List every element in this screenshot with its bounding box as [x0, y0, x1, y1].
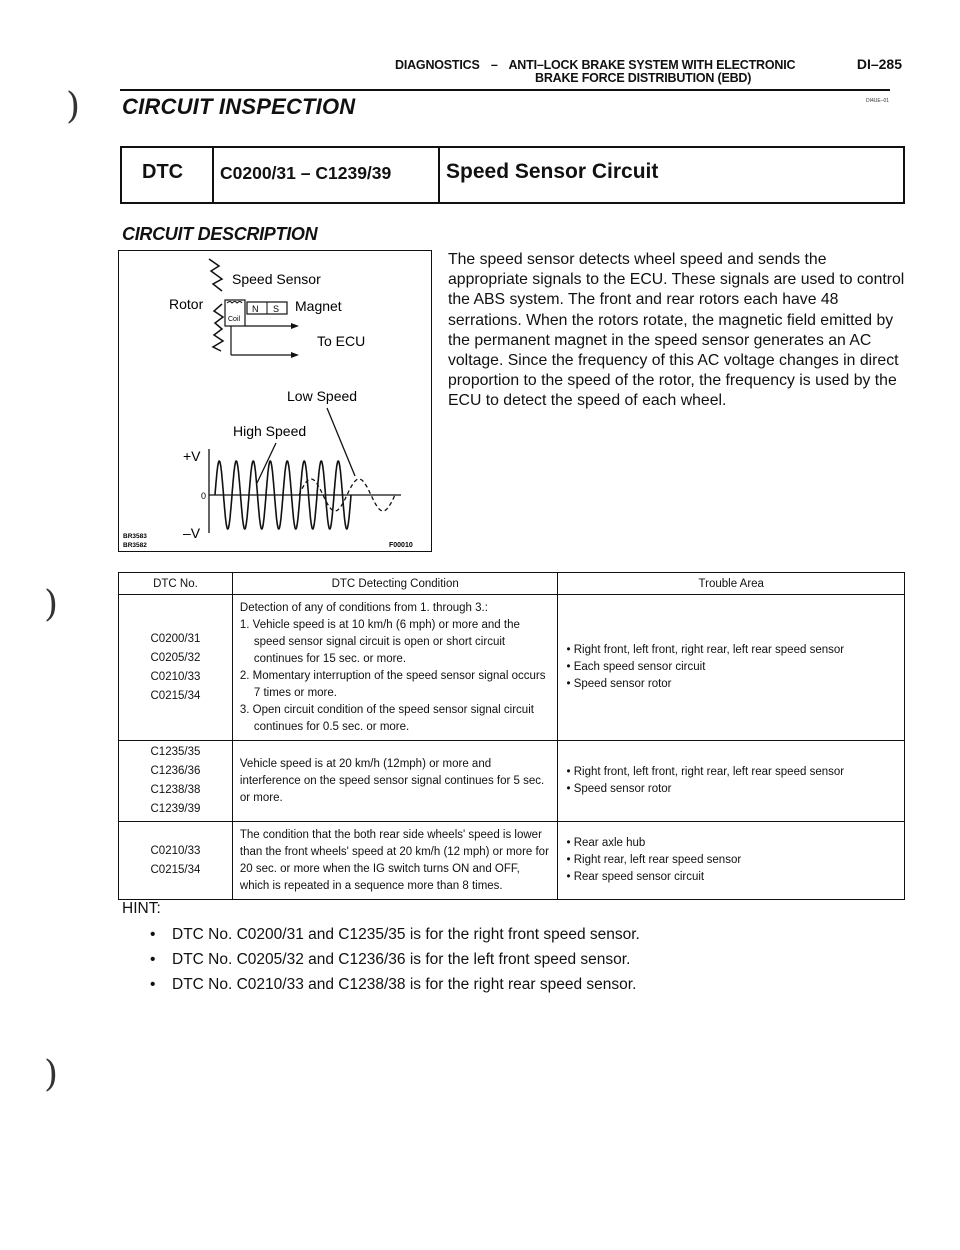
dtc-codes-cell [119, 741, 233, 822]
arrow-icon [291, 352, 299, 358]
dtc-table [118, 572, 905, 900]
binder-mark: ) [44, 1054, 59, 1095]
condition-item: 1. Vehicle speed is at 10 km/h (6 mph) or more and the speed sensor signal circuit is open or short circuit continues for 15 sec. or more. [239, 618, 520, 665]
circuit-description-text: The speed sensor detects wheel speed and sends the appropriate signals to the ECU. These signals are used to control the ABS system. The front and rear rotors each have 48 serrations. When the rotors rotate, the magnetic field emitted by the permanent magnet in the speed sensor generates an AC voltage. Since the frequency of this AC voltage changes in direct proportion to the speed of the rotor, the frequency is used by the ECU to detect the speed of each wheel. [448, 251, 905, 410]
running-header [395, 58, 910, 90]
col-header-condition: DTC Detecting Condition [232, 573, 558, 595]
table-row [119, 741, 905, 822]
dtc-label-cell [122, 148, 214, 202]
page-title: CIRCUIT INSPECTION [122, 94, 356, 119]
rotor-serrations [209, 259, 222, 291]
dtc-code: C1238/38 [150, 784, 201, 796]
header-line-1: DIAGNOSTICS – ANTI–LOCK BRAKE SYSTEM WITH ELECTRONIC [395, 58, 796, 72]
dtc-code: C0210/33 [150, 844, 201, 857]
table-row [119, 822, 905, 900]
condition-intro: Detection of any of conditions from 1. through 3.: [239, 601, 488, 614]
condition-item: 2. Momentary interruption of the speed sensor signal occurs 7 times or more. [239, 669, 546, 699]
binder-mark: ) [66, 86, 81, 127]
coil-winding [227, 302, 242, 304]
dtc-codes-cell [119, 822, 233, 900]
rotor-serrations [213, 304, 223, 351]
zero-label: 0 [201, 491, 207, 501]
header-rule [120, 89, 890, 91]
dtc-code: C0205/32 [150, 651, 201, 664]
trouble-area-item: • Right front, left front, right rear, left rear speed sensor [566, 644, 845, 656]
speed-sensor-label: Speed Sensor [232, 271, 321, 287]
header-line-2: BRAKE FORCE DISTRIBUTION (EBD) [535, 71, 752, 85]
table-row [119, 595, 905, 741]
dtc-codes-cell [119, 595, 233, 741]
trouble-area-cell [558, 595, 905, 741]
trouble-area-item: • Right rear, left rear speed sensor [566, 854, 742, 866]
trouble-area-item: • Speed sensor rotor [566, 678, 672, 690]
condition-cell [232, 595, 558, 741]
dtc-codes-cell [214, 148, 440, 202]
figure-ref-2: BR3582 [123, 542, 147, 549]
condition-item: 3. Open circuit condition of the speed sensor signal circuit continues for 0.5 sec. or more. [239, 703, 534, 733]
dtc-code: C1235/35 [150, 746, 201, 758]
page-number: DI–285 [856, 56, 902, 72]
hint-item: • DTC No. C0200/31 and C1235/35 is for the right front speed sensor. [150, 922, 640, 947]
speed-sensor-diagram [119, 251, 430, 550]
trouble-area-cell [558, 741, 905, 822]
dtc-codes: C0200/31 – C1239/39 [220, 163, 392, 183]
dtc-code: C0215/34 [150, 689, 201, 702]
coil-label: Coil [228, 316, 241, 323]
rotor-label: Rotor [169, 296, 204, 312]
arrow-icon [291, 323, 299, 329]
dtc-code: C1239/39 [150, 803, 201, 815]
condition-cell: The condition that the both rear side wheels' speed is lower than the front wheels' speed at 20 km/h (12 mph) or more for 20 sec. or more when the IG switch turns ON and OFF, which is repeated in a sequence more than 8 times. [232, 822, 558, 900]
binder-mark: ) [44, 584, 59, 625]
dtc-code: C1236/36 [150, 765, 201, 777]
dtc-circuit-name: Speed Sensor Circuit [446, 160, 659, 183]
condition-cell: Vehicle speed is at 20 km/h (12mph) or more and interference on the speed sensor signal continues for 5 sec. or more. [232, 741, 558, 822]
document-code: DI4UE–01 [866, 98, 890, 104]
table-header-row [119, 573, 905, 595]
hint-label: HINT: [122, 900, 161, 917]
hint-item: • DTC No. C0210/33 and C1238/38 is for the right rear speed sensor. [150, 972, 640, 997]
to-ecu-label: To ECU [317, 333, 366, 349]
trouble-area-item: • Rear speed sensor circuit [566, 871, 705, 883]
magnet-label: Magnet [295, 298, 342, 314]
dtc-label: DTC [142, 161, 184, 183]
magnet-n-label: N [252, 304, 259, 314]
trouble-area-item: • Speed sensor rotor [566, 783, 672, 795]
dtc-code: C0200/31 [150, 632, 201, 645]
trouble-area-item: • Rear axle hub [566, 837, 646, 849]
trouble-area-item: • Right front, left front, right rear, left rear speed sensor [566, 766, 845, 778]
dtc-code: C0210/33 [150, 670, 201, 683]
trouble-area-cell [558, 822, 905, 900]
dtc-code: C0215/34 [150, 863, 201, 876]
hint-list [150, 922, 640, 997]
section-heading: CIRCUIT DESCRIPTION [122, 224, 318, 244]
low-speed-pointer [327, 408, 355, 476]
col-header-trouble-area: Trouble Area [558, 573, 905, 595]
high-speed-label: High Speed [233, 423, 307, 439]
col-header-dtc-no: DTC No. [119, 573, 233, 595]
hint-item: • DTC No. C0205/32 and C1236/36 is for the left front speed sensor. [150, 947, 640, 972]
plus-v-label: +V [183, 448, 201, 464]
figure-code: F00010 [389, 542, 413, 549]
magnet-s-label: S [273, 304, 280, 314]
figure-ref-1: BR3583 [123, 533, 147, 540]
speed-sensor-figure [118, 250, 432, 552]
minus-v-label: –V [183, 525, 201, 541]
trouble-area-item: • Each speed sensor circuit [566, 661, 706, 673]
low-speed-label: Low Speed [287, 388, 358, 404]
dtc-header-box [120, 146, 905, 204]
